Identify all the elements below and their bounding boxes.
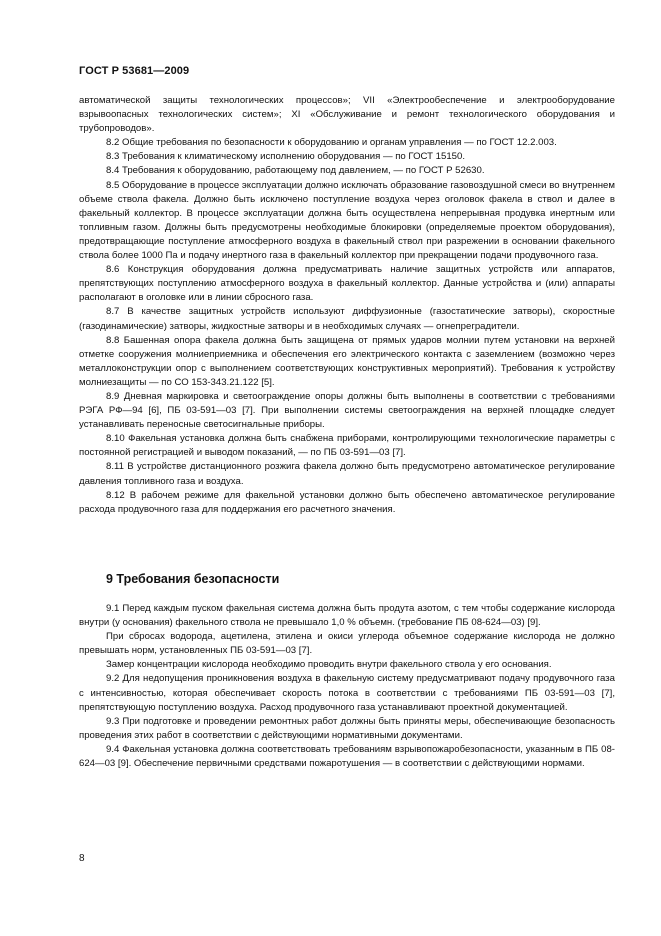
page-number: 8 xyxy=(79,853,85,864)
paragraph-9-4: 9.4 Факельная установка должна соответствовать требованиям взрывопожаробезопасности, указанным в ПБ 08-624—03 [9]. Обеспечение первичными средствами пожаротушения — в соответствии с действующими нормами. xyxy=(79,743,615,770)
section-8-body xyxy=(79,94,615,517)
paragraph-8-12: 8.12 В рабочем режиме для факельной установки должно быть обеспечено автоматическое регулирование расхода продувочного газа для поддержания его расчетного значения. xyxy=(79,489,615,515)
paragraph-8-3: 8.3 Требования к климатическому исполнению оборудования — по ГОСТ 15150. xyxy=(106,151,466,163)
paragraph-9-1: 9.1 Перед каждым пуском факельная система должна быть продута азотом, с тем чтобы содержание кислорода внутри (у основания) факельного ствола не превышало 1,0 % объемн. (требование ПБ 08-624—03) [9]. xyxy=(79,603,615,629)
section-9-heading: 9 Требования безопасности xyxy=(106,572,280,586)
paragraph-8-11: 8.11 В устройстве дистанционного розжига факела должно быть предусмотрено автоматическое регулирование давления топливного газа и воздуха. xyxy=(79,461,615,487)
paragraph-8-6: 8.6 Конструкция оборудования должна предусматривать наличие защитных устройств или аппаратов, препятствующих поступлению атмосферного воздуха в факельный коллектор. Данные устройства и (или) аппараты располагают в оголовке или в линии сбросного газа. xyxy=(79,264,615,304)
paragraph-intro: автоматической защиты технологических процессов»; VII «Электрообеспечение и электрооборудование взрывоопасных технологических систем»; XI «Обслуживание и ремонт технологического оборудования и трубопроводов». xyxy=(79,95,615,135)
paragraph-8-4: 8.4 Требования к оборудованию, работающему под давлением, — по ГОСТ Р 52630. xyxy=(106,165,485,177)
paragraph-8-10: 8.10 Факельная установка должна быть снабжена приборами, контролирующими технологические параметры с постоянной регистрацией и выводом показаний, — по ПБ 03-591—03 [7]. xyxy=(79,433,615,459)
paragraph-9-3: 9.3 При подготовке и проведении ремонтных работ должны быть приняты меры, обеспечивающие безопасность проведения этих работ в соответствии с действующими нормативными документами. xyxy=(79,715,615,741)
paragraph-9-2: 9.2 Для недопущения проникновения воздуха в факельную систему предусматривают подачу продувочного газа с интенсивностью, которая обеспечивает скорость потока в соответствии с требованиями ПБ 03-591—03 [7], препятствующую поступлению воздуха. Расход продувочного газа устанавливают проектной документацией. xyxy=(79,673,615,713)
paragraph-8-5: 8.5 Оборудование в процессе эксплуатации должно исключать образование газовоздушной смеси во внутреннем объеме ствола факела. Должно быть исключено поступление воздуха через оголовок факела в ствол и далее в факельный коллектор. В процессе эксплуатации должна быть осуществлена непрерывная продувка инертным или топливным газом. Должны быть предусмотрены необходимые блокировки (определяемые проектом оборудования), предотвращающие поступление атмосферного воздуха в факельный ствол при разрежении в основании факельного ствола более 1000 Па и подачу инертного газа в факельный коллектор при прекращении подачи продувочного газа. xyxy=(79,179,615,262)
paragraph-8-2: 8.2 Общие требования по безопасности к оборудованию и органам управления — по ГОСТ 12.2.003. xyxy=(106,137,557,149)
paragraph-8-9: 8.9 Дневная маркировка и светоограждение опоры должны быть выполнены в соответствии с требованиями РЭГА РФ—94 [6], ПБ 03-591—03 [7]. При выполнении системы светоограждения на верхней площадке следует устанавливать переносные светосигнальные приборы. xyxy=(79,390,615,431)
paragraph-8-7: 8.7 В качестве защитных устройств используют диффузионные (газостатические затворы), скоростные (газодинамические) затворы, жидкостные затворы и в необходимых случаях — огнепреградители. xyxy=(79,306,615,332)
paragraph-8-8: 8.8 Башенная опора факела должна быть защищена от прямых ударов молнии путем установки на верхней отметке сооружения молниеприемника и обеспечения его электрического контакта с заземлением (возможно через металлоконструкции опор с выполнением соответствующих конструктивных мероприятий). Требования к устройству молниезащиты — по СО 153-343.21.122 [5]. xyxy=(79,334,615,388)
paragraph-9-1-b: При сбросах водорода, ацетилена, этилена и окиси углерода объемное содержание кислорода не должно превышать норм, установленных ПБ 03-591—03 [7]. xyxy=(79,631,615,657)
document-header: ГОСТ Р 53681—2009 xyxy=(79,65,190,77)
paragraph-9-1-c: Замер концентрации кислорода необходимо проводить внутри факельного ствола у его основания. xyxy=(106,659,552,671)
section-9-body xyxy=(79,602,615,771)
